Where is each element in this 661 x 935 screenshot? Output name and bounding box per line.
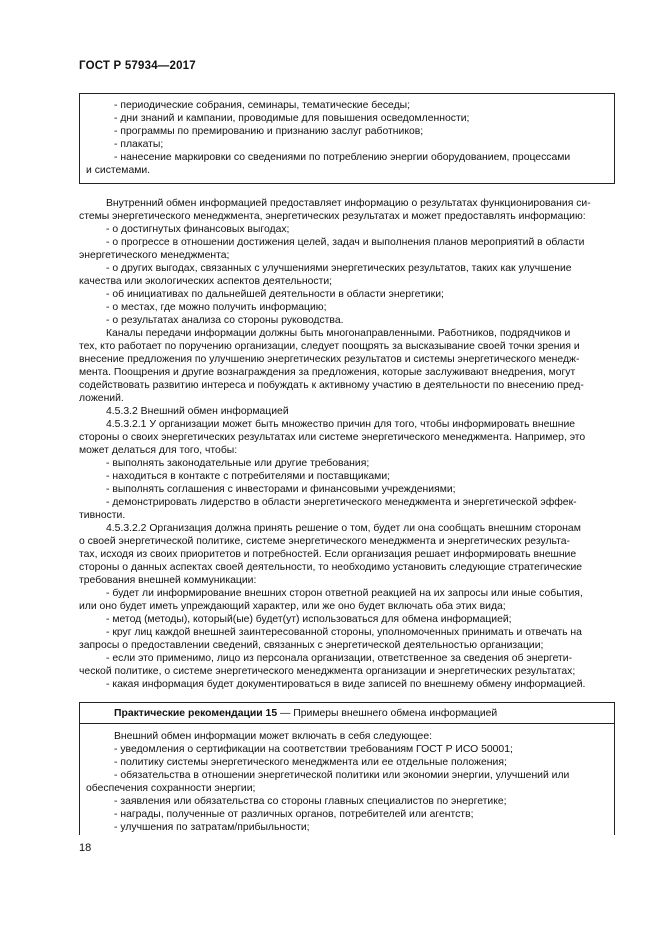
- box-line: - программы по премированию и признанию заслуг работников;: [114, 126, 424, 137]
- box-line: - плакаты;: [114, 139, 164, 150]
- list-item: - о прогрессе в отношении достижения целей, задач и выполнения планов мероприятий в области: [106, 237, 585, 248]
- recommendation-title-rest: — Примеры внешнего обмена информацией: [277, 708, 498, 719]
- paragraph-line: стороны о данных аспектах своей деятельности, то необходимо установить следующие стратегические: [79, 562, 583, 573]
- box-line: Внешний обмен информации может включать в себя следующее:: [114, 731, 432, 742]
- paragraph-line: 4.5.3.2.1 У организации может быть множество причин для того, чтобы информировать внешние: [106, 419, 576, 430]
- page-header: ГОСТ Р 57934—2017: [79, 60, 196, 72]
- list-item: - выполнять соглашения с инвесторами и финансовыми учреждениями;: [106, 484, 456, 495]
- paragraph-line: может делаться для того, чтобы:: [79, 445, 238, 456]
- paragraph-line: 4.5.3.2.2 Организация должна принять решение о том, будет ли она сообщать внешним сторонам: [106, 523, 581, 534]
- box-line: - нанесение маркировки со сведениями по потреблению энергии оборудованием, процессами: [114, 152, 571, 163]
- list-item: - круг лиц каждой внешней заинтересованной стороны, уполномоченных принимать и отвечать на: [106, 627, 582, 638]
- paragraph-line: требования внешней коммуникации:: [79, 575, 257, 586]
- divider: [79, 723, 614, 724]
- paragraph-line: мента. Поощрения и другие вознаграждения за предложения, которые заслуживают внедрения, могут: [79, 367, 576, 378]
- list-item: - о достигнутых финансовых выгодах;: [106, 224, 290, 235]
- recommendation-title: [114, 707, 497, 720]
- box-line: - периодические собрания, семинары, тематические беседы;: [114, 100, 411, 111]
- box-line: - уведомления о сертификации на соответствии требованиям ГОСТ Р ИСО 50001;: [114, 744, 513, 755]
- paragraph-line: качества или экологических аспектов деятельности;: [79, 276, 333, 287]
- box-line: - политику системы энергетического менеджмента или ее отдельные положения;: [114, 757, 507, 768]
- paragraph-line: энергетического менеджмента;: [79, 250, 230, 261]
- list-item: - если это применимо, лицо из персонала организации, ответственное за сведения об энергети-: [106, 653, 573, 664]
- paragraph-line: Каналы передачи информации должны быть многонаправленными. Работников, подрядчиков и: [106, 328, 571, 339]
- box-line: и системами.: [86, 165, 151, 176]
- box-line: - награды, полученные от различных органов, потребителей или агентств;: [114, 809, 474, 820]
- paragraph-line: тивности.: [79, 510, 126, 521]
- paragraph-line: содействовать развитию интереса и побуждать к активному участию в деятельности по внесению пред-: [79, 380, 584, 391]
- list-item: - выполнять законодательные или другие требования;: [106, 458, 370, 469]
- list-item: - о местах, где можно получить информацию;: [106, 302, 327, 313]
- paragraph-line: ческой политике, о системе энергетического менеджмента организации и энергетических результатах;: [79, 666, 576, 677]
- paragraph-line: о своей энергетической политике, системе энергетического менеджмента и энергетических результа-: [79, 536, 570, 547]
- section-heading: 4.5.3.2 Внешний обмен информацией: [106, 406, 289, 417]
- list-item: - о результатах анализа со стороны руководства.: [106, 315, 344, 326]
- paragraph-line: или оно будет иметь упреждающий характер, или же оно будет включать оба этих вида;: [79, 601, 506, 612]
- recommendation-title-bold: Практические рекомендации 15: [114, 708, 278, 719]
- list-item: - о других выгодах, связанных с улучшениями энергетических результатов, таких как улучшение: [106, 263, 572, 274]
- paragraph-line: стороны о своих энергетических результатах или системе энергетического менеджмента. Например, это: [79, 432, 586, 443]
- paragraph-line: стемы энергетического менеджмента, энергетических результатах и может предоставлять информацию:: [79, 211, 586, 222]
- list-item: - находиться в контакте с потребителями и поставщиками;: [106, 471, 391, 482]
- box-line: - улучшения по затратам/прибыльности;: [114, 822, 310, 833]
- paragraph-line: ложений.: [79, 393, 124, 404]
- box-line: обеспечения сохранности энергии;: [86, 783, 256, 794]
- box-line: - дни знаний и кампании, проводимые для повышения осведомленности;: [114, 113, 470, 124]
- page-number: 18: [79, 842, 92, 854]
- list-item: - будет ли информирование внешних сторон ответной реакцией на их запросы или иные события,: [106, 588, 583, 599]
- paragraph-line: запросы о предоставлении сведений, связанных с энергетической деятельностью организации;: [79, 640, 544, 651]
- paragraph-line: внесение предложения по улучшению энергетических результатов и системы энергетического менедж-: [79, 354, 580, 365]
- paragraph-line: тех, кто работает по поручению организации, следует поощрять за высказывание своей точки зрения и: [79, 341, 580, 352]
- list-item: - демонстрировать лидерство в области энергетического менеджмента и энергетической эффек-: [106, 497, 577, 508]
- list-item: - какая информация будет документироваться в виде записей по внешнему обмену информацией.: [106, 679, 586, 690]
- box-line: - заявления или обязательства со стороны главных специалистов по энергетике;: [114, 796, 507, 807]
- list-item: - метод (методы), который(ые) будет(ут) использоваться для обмена информацией;: [106, 614, 512, 625]
- paragraph-line: тах, исходя из своих приоритетов и потребностей. Если организация решает информировать внешние: [79, 549, 577, 560]
- paragraph-line: Внутренний обмен информацией предоставляет информацию о результатах функционирования си-: [106, 198, 591, 209]
- list-item: - об инициативах по дальнейшей деятельности в области энергетики;: [106, 289, 444, 300]
- box-line: - обязательства в отношении энергетической политики или экономии энергии, улучшений или: [114, 770, 570, 781]
